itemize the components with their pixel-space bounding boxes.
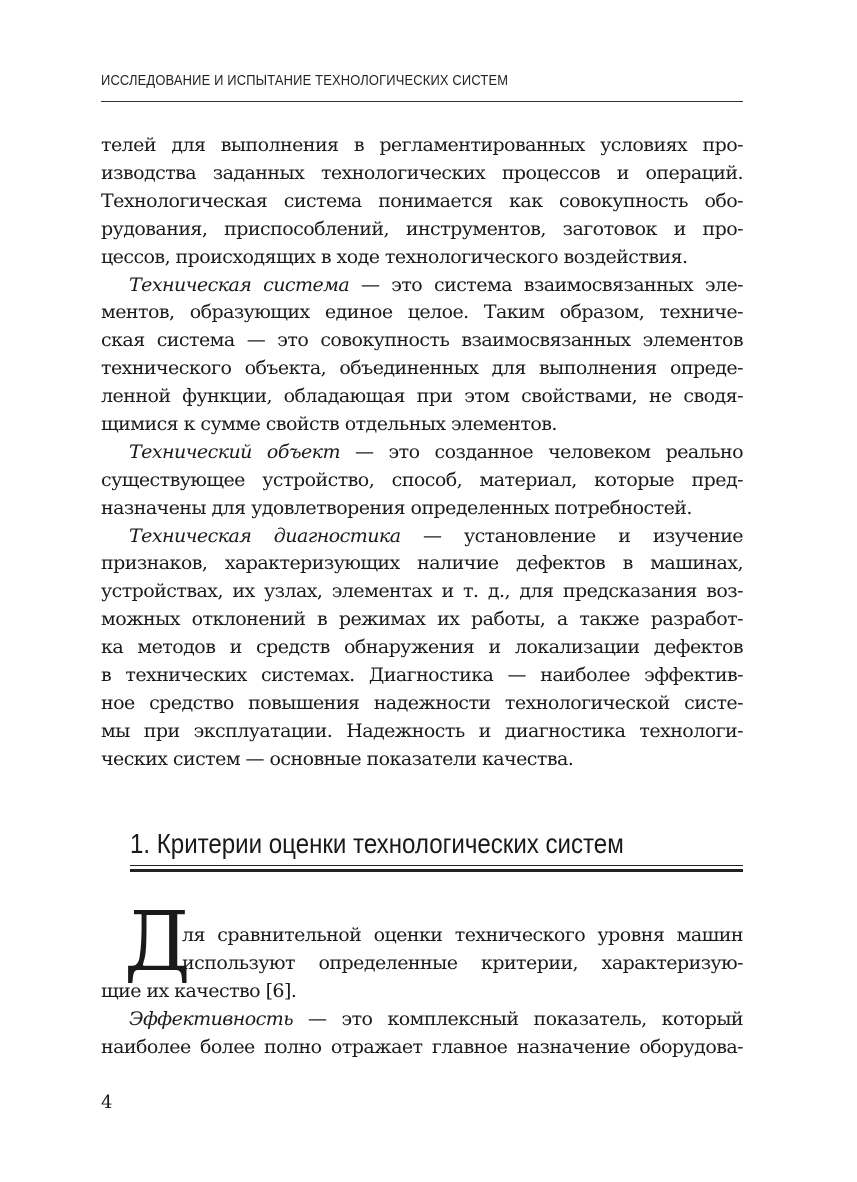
text-line: ментов, образующих единое целое. Таким образом, техниче- xyxy=(101,301,743,324)
text-line: Технологическая система понимается как совокупность обо- xyxy=(101,189,743,212)
running-header: ИССЛЕДОВАНИЕ И ИСПЫТАНИЕ ТЕХНОЛОГИЧЕСКИХ СИСТЕМ xyxy=(101,72,509,89)
text-line: щие их качество [6]. xyxy=(101,979,297,1002)
drop-cap: Д xyxy=(124,895,191,990)
text-line: цессов, происходящих в ходе технологического воздействия. xyxy=(101,245,688,268)
text-line: ленной функции, обладающая при этом свойствами, не сводя- xyxy=(101,385,743,408)
term-technical-diagnostics: Техническая диагностика xyxy=(129,524,401,547)
term-efficiency: Эффективность xyxy=(129,1008,293,1030)
paragraph-criteria-intro xyxy=(182,922,743,978)
paragraph-tech-system xyxy=(101,132,743,271)
text-line-rest: — установление и изучение xyxy=(400,524,743,547)
text-line xyxy=(101,439,743,467)
paragraph-technical-system xyxy=(101,272,743,439)
paragraph-criteria-intro-end xyxy=(101,978,743,1006)
text-line: рудования, приспособлений, инструментов, заготовок и про- xyxy=(101,217,743,240)
paragraph-efficiency xyxy=(101,1006,743,1062)
paragraph-technical-diagnostics xyxy=(101,523,743,774)
text-line-rest: — это система взаимосвязанных эле- xyxy=(349,273,744,296)
text-line: ская система — это совокупность взаимосвязанных элементов xyxy=(101,329,743,352)
text-line: ческих систем — основные показатели качества. xyxy=(101,747,574,770)
text-line: технического объекта, объединенных для выполнения опреде- xyxy=(101,357,743,380)
text-line xyxy=(101,1006,743,1034)
header-rule xyxy=(101,101,743,102)
text-line: ное средство повышения надежности технологической систе- xyxy=(101,691,743,714)
text-line: ля сравнительной оценки технического уровня машин xyxy=(182,924,743,946)
text-line: признаков, характеризующих наличие дефектов в машинах, xyxy=(101,552,743,575)
text-line: существующее устройство, способ, материал, которые пред- xyxy=(101,468,743,491)
heading-rule-thin xyxy=(130,865,743,866)
text-line: устройствах, их узлах, элементах и т. д., для предсказания воз- xyxy=(101,580,743,603)
text-line: используют определенные критерии, характеризую- xyxy=(182,951,743,974)
text-line-rest: — это комплексный показатель, который xyxy=(293,1008,743,1030)
section-heading: 1. Критерии оценки технологических систем xyxy=(130,828,624,859)
text-line xyxy=(101,523,743,551)
heading-rule-thick xyxy=(130,869,743,872)
text-line: ка методов и средств обнаружения и локализации дефектов xyxy=(101,636,743,659)
paragraph-technical-object xyxy=(101,439,743,523)
text-line-rest: — это созданное человеком реально xyxy=(339,441,743,463)
text-line: наиболее более полно отражает главное назначение оборудова- xyxy=(101,1035,743,1058)
term-technical-object: Технический объект xyxy=(129,441,340,463)
text-line: назначены для удовлетворения определенных потребностей. xyxy=(101,496,692,519)
term-technical-system: Техническая система xyxy=(129,273,350,296)
text-line: телей для выполнения в регламентированных условиях про- xyxy=(101,134,743,156)
text-line: в технических системах. Диагностика — наиболее эффектив- xyxy=(101,663,743,686)
text-line: изводства заданных технологических процессов и операций. xyxy=(101,161,743,184)
page-number: 4 xyxy=(101,1092,113,1113)
text-line: можных отклонений в режимах их работы, а также разработ- xyxy=(101,608,743,631)
text-line: мы при эксплуатации. Надежность и диагностика технологи- xyxy=(101,719,743,742)
text-line: щимися к сумме свойств отдельных элементов. xyxy=(101,412,557,435)
text-line xyxy=(101,272,743,300)
